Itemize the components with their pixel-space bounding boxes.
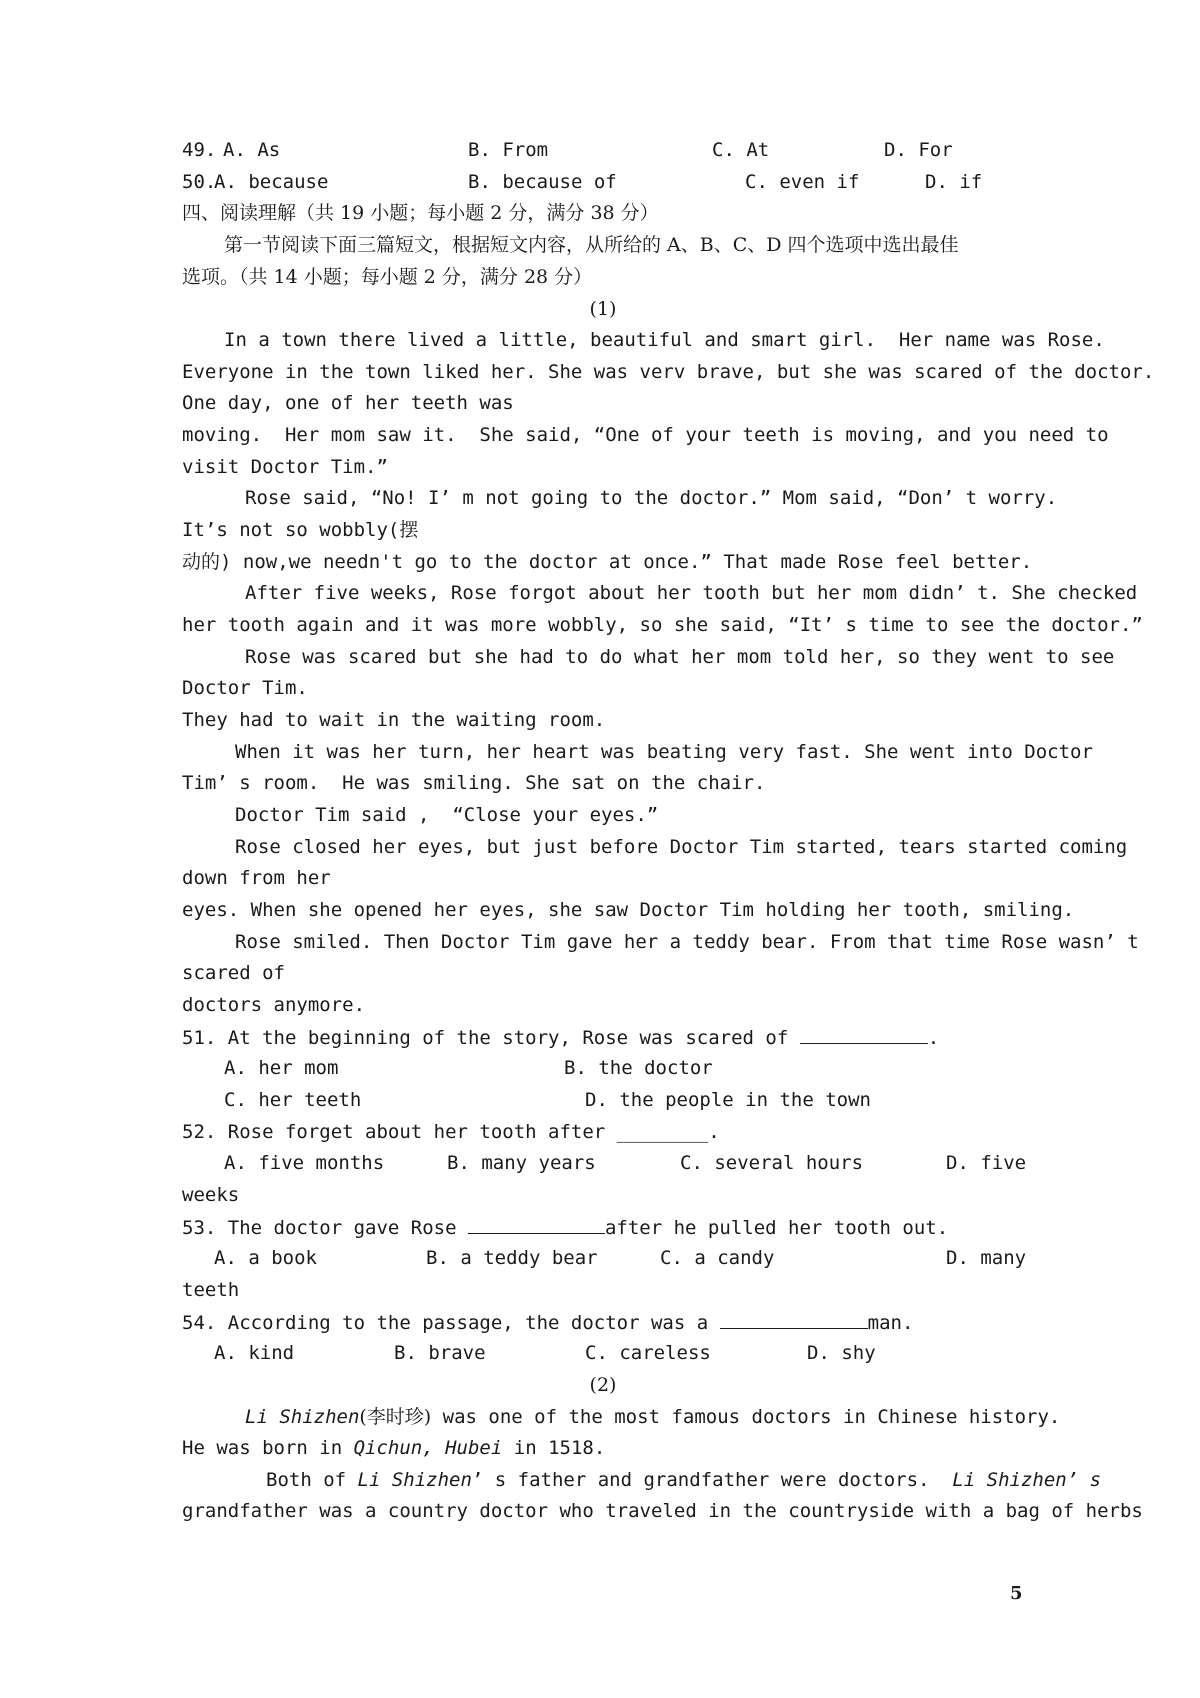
section1-instruction-line1: 第一节阅读下面三篇短文，根据短文内容，从所给的 A、B、C、D 四个选项中选出最佳 xyxy=(224,234,959,256)
q49-option-a: A. As xyxy=(223,139,281,161)
q50-option-b: B. because of xyxy=(468,171,617,193)
q52-stem: 52. Rose forget about her tooth after ________. xyxy=(182,1121,720,1143)
q49-option-b: B. From xyxy=(468,139,549,161)
passage1-line: It’s not so wobbly(摆 xyxy=(182,519,419,541)
q53-option-d: D. many xyxy=(946,1247,1027,1269)
q54-option-d: D. shy xyxy=(807,1342,876,1364)
q52-option-d: D. five xyxy=(946,1152,1027,1174)
passage1-line: 动的) now,we needn't go to the doctor at once.” That made Rose feel better. xyxy=(182,551,1033,573)
passage1-line: moving. Her mom saw it. She said, “One of your teeth is moving, and you need to xyxy=(182,424,1109,446)
passage1-line: In a town there lived a little, beautiful and smart girl. Her name was Rose. xyxy=(224,329,1105,351)
q54-option-b: B. brave xyxy=(394,1342,486,1364)
passage1-line: Doctor Tim. xyxy=(182,677,308,699)
passage1-line: Rose said, “No! I’ m not going to the doctor.” Mom said, “Don’ t worry. xyxy=(245,487,1058,509)
passage1-heading: (1) xyxy=(589,298,617,320)
q51-option-b: B. the doctor xyxy=(564,1057,713,1079)
q51-stem: 51. At the beginning of the story, Rose was scared of . xyxy=(182,1027,940,1049)
q52-option-a: A. five months xyxy=(224,1152,385,1174)
passage1-line: her tooth again and it was more wobbly, so she said, “It’ s time to see the doctor.” xyxy=(182,614,1143,636)
passage1-line: Rose was scared but she had to do what her mom told her, so they went to see xyxy=(245,646,1115,668)
q50-option-c: C. even if xyxy=(745,171,860,193)
q54-option-a: A. kind xyxy=(214,1342,295,1364)
q51-option-d: D. the people in the town xyxy=(585,1089,871,1111)
q54-blank xyxy=(720,1310,868,1329)
q52-blank: ________ xyxy=(616,1121,709,1143)
q49-option-c: C. At xyxy=(712,139,770,161)
q53-blank xyxy=(468,1215,605,1234)
passage2-line-1: Li Shizhen(李时珍) was one of the most famous doctors in Chinese history. xyxy=(245,1406,1061,1428)
passage1-line: They had to wait in the waiting room. xyxy=(182,709,606,731)
passage1-line: eyes. When she opened her eyes, she saw Doctor Tim holding her tooth, smiling. xyxy=(182,899,1075,921)
q49-option-d: D. For xyxy=(884,139,953,161)
passage2-heading: (2) xyxy=(589,1374,617,1396)
q54-option-c: C. careless xyxy=(585,1342,711,1364)
passage1-line: One day, one of her teeth was xyxy=(182,392,514,414)
passage2-line-4: grandfather was a country doctor who traveled in the countryside with a bag of herbs xyxy=(182,1500,1143,1522)
q52-option-c: C. several hours xyxy=(680,1152,864,1174)
q49-number: 49. xyxy=(182,139,217,161)
section1-instruction-line2: 选项。（共 14 小题；每小题 2 分，满分 28 分） xyxy=(182,266,593,288)
passage1-line: doctors anymore. xyxy=(182,994,366,1016)
passage1-line: visit Doctor Tim.” xyxy=(182,456,388,478)
passage1-line: When it was her turn, her heart was beating very fast. She went into Doctor xyxy=(235,741,1093,763)
q51-option-c: C. her teeth xyxy=(224,1089,362,1111)
passage1-line: Doctor Tim said , “Close your eyes.” xyxy=(235,804,659,826)
q51-blank xyxy=(800,1025,928,1044)
q53-option-b: B. a teddy bear xyxy=(426,1247,598,1269)
passage1-line: Rose smiled. Then Doctor Tim gave her a teddy bear. From that time Rose wasn’ t xyxy=(235,931,1139,953)
section4-title: 四、阅读理解（共 19 小题；每小题 2 分，满分 38 分） xyxy=(182,202,659,224)
q51-option-a: A. her mom xyxy=(224,1057,339,1079)
passage1-line: scared of xyxy=(182,962,285,984)
q54-stem: 54. According to the passage, the doctor was a man. xyxy=(182,1312,914,1334)
passage1-line: Tim’ s room. He was smiling. She sat on the chair. xyxy=(182,772,766,794)
passage1-line: down from her xyxy=(182,867,331,889)
passage1-line: After five weeks, Rose forgot about her tooth but her mom didn’ t. She checked xyxy=(245,582,1138,604)
q53-stem: 53. The doctor gave Rose after he pulled her tooth out. xyxy=(182,1217,949,1239)
q50-number: 50. xyxy=(182,171,217,193)
passage2-line-3: Both of Li Shizhen’ s father and grandfather were doctors. Li Shizhen’ s xyxy=(266,1469,1102,1491)
q53-option-d-continued: teeth xyxy=(182,1279,240,1301)
passage2-line-2: He was born in Qichun, Hubei in 1518. xyxy=(182,1437,606,1459)
q50-option-a: A. because xyxy=(214,171,329,193)
q50-option-d: D. if xyxy=(925,171,983,193)
q53-option-c: C. a candy xyxy=(660,1247,775,1269)
q52-option-d-continued: weeks xyxy=(182,1184,240,1206)
page-number: 5 xyxy=(1010,1583,1023,1604)
q53-option-a: A. a book xyxy=(214,1247,317,1269)
q52-option-b: B. many years xyxy=(447,1152,596,1174)
passage1-line: Rose closed her eyes, but just before Doctor Tim started, tears started coming xyxy=(235,836,1128,858)
passage1-line: Everyone in the town liked her. She was verv brave, but she was scared of the doctor. xyxy=(182,361,1155,383)
